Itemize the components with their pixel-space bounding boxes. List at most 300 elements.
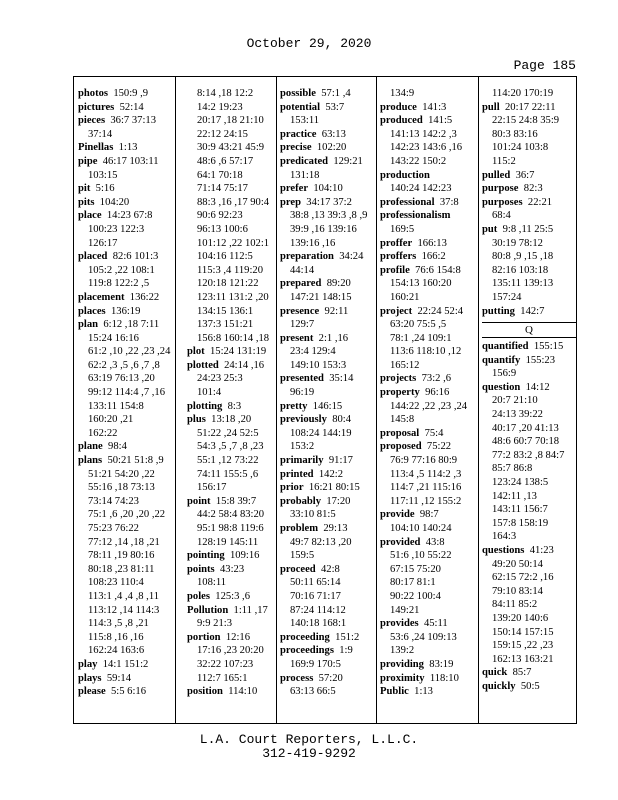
index-continuation-line: 164:3: [492, 531, 517, 543]
index-continuation-line: 104:16 112:5: [197, 251, 253, 263]
index-references: 82:3: [523, 183, 543, 195]
index-entry: [280, 305, 374, 319]
index-references: 98:4: [108, 441, 127, 453]
index-continuation-line: 17:16 ,23 20:20: [197, 645, 264, 657]
index-continuation-line: 143:22 150:2: [390, 155, 447, 167]
index-continuation-line: 119:8 122:2 ,5: [88, 278, 150, 290]
index-term: projects: [380, 373, 417, 385]
index-term: plotting: [187, 400, 223, 412]
index-continuation-line: 48:6 60:7 70:18: [492, 436, 560, 448]
index-continuation-line: 162:13 163:21: [492, 653, 554, 665]
index-term: prior: [280, 482, 304, 494]
index-entry: [482, 354, 576, 368]
index-continuation-line: 140:24 142:23: [390, 183, 452, 195]
index-term: proximity: [380, 672, 425, 684]
index-term: proceeding: [280, 631, 330, 643]
index-continuation-line: 101:4: [197, 387, 222, 399]
index-continuation-line: 99:12 114:4 ,7 ,16: [88, 387, 166, 399]
index-term: plays: [78, 672, 102, 684]
index-continuation-line: 84:11 85:2: [492, 599, 538, 611]
index-references: 109:16: [229, 550, 260, 562]
index-continuation-line: 90:22 100:4: [390, 590, 441, 602]
index-entry: [280, 277, 374, 291]
index-continuation-line: 51:6 ,10 55:22: [390, 550, 452, 562]
index-continuation-line: 24:23 25:3: [197, 373, 243, 385]
index-continuation-line: 165:12: [390, 359, 420, 371]
index-term: portion: [187, 631, 221, 643]
index-entry: [380, 440, 476, 454]
index-continuation-line: 135:11 139:13: [492, 278, 554, 290]
index-continuation-line: 30:19 78:12: [492, 237, 543, 249]
index-term: problem: [280, 523, 319, 534]
index-continuation-line: 49:7 82:13 ,20: [290, 536, 352, 548]
index-continuation-line: 169:9 170:5: [290, 658, 341, 670]
index-continuation-line: 115:3 ,4 119:20: [197, 264, 264, 276]
index-references: 37:8: [439, 196, 459, 208]
index-references: 22:24 52:4: [417, 305, 464, 317]
header-date: October 29, 2020: [246, 36, 372, 51]
index-term: previously: [280, 414, 327, 426]
index-term: plans: [78, 455, 103, 467]
index-references: 96:16: [425, 387, 450, 399]
index-continuation-line: 64:1 70:18: [197, 169, 243, 181]
index-entry: [78, 196, 172, 210]
index-references: 46:17 103:11: [102, 155, 159, 167]
index-references: 45:11: [423, 618, 448, 630]
index-entry: [78, 440, 172, 454]
index-continuation-line: 108:11: [197, 577, 227, 589]
index-term: provided: [380, 536, 421, 548]
index-continuation-line: 128:19 145:11: [197, 536, 259, 548]
index-entry: [482, 381, 576, 395]
index-references: 129:21: [333, 155, 363, 167]
index-continuation-line: 63:20 75:5 ,5: [390, 319, 447, 331]
index-continuation-line: 90:6 92:23: [197, 210, 243, 222]
index-references: 136:19: [110, 305, 141, 317]
index-continuation-line: 157:8 158:19: [492, 517, 549, 529]
index-continuation-line: 30:9 43:21 45:9: [197, 142, 265, 154]
index-references: 1:9: [339, 645, 353, 657]
index-references: 8:3: [227, 400, 242, 412]
index-continuation-line: 88:3 ,16 ,17 90:4: [197, 196, 270, 208]
index-continuation-line: 144:22 ,22 ,23 ,24: [390, 400, 468, 412]
index-references: 80:4: [332, 414, 352, 426]
index-entry: [187, 685, 277, 699]
index-continuation-line: 159:5: [290, 550, 315, 562]
index-continuation-line: 114:20 170:19: [492, 88, 554, 99]
index-term: quick: [482, 667, 508, 679]
index-continuation-line: 145:8: [390, 414, 415, 426]
index-references: 141:5: [428, 115, 453, 127]
index-entry: [482, 680, 576, 694]
index-references: 13:18 ,20: [211, 414, 252, 426]
index-entry: [280, 400, 374, 414]
index-term: produce: [380, 101, 417, 113]
index-continuation-line: 22:15 24:8 35:9: [492, 115, 560, 127]
index-entry: [187, 563, 277, 577]
index-term: poles: [187, 590, 210, 602]
index-references: 43:23: [219, 563, 245, 575]
index-continuation-line: 79:10 83:14: [492, 585, 543, 597]
index-continuation-line: 115:2: [492, 155, 516, 167]
index-continuation-line: 150:14 157:15: [492, 626, 554, 638]
index-term: pictures: [78, 101, 115, 113]
index-entry: [482, 182, 576, 196]
index-entry: [78, 685, 172, 699]
index-term: plotted: [187, 359, 219, 371]
index-term: proposal: [380, 427, 420, 439]
index-term: plot: [187, 346, 205, 358]
index-entry: [380, 386, 476, 400]
index-continuation-line: 32:22 107:23: [197, 658, 254, 670]
index-continuation-line: 63:19 76:13 ,20: [88, 373, 155, 385]
index-continuation-line: 162:24 163:6: [88, 645, 145, 657]
index-box: [73, 76, 577, 724]
index-references: 29:13: [323, 523, 348, 534]
index-references: 52:14: [119, 101, 144, 113]
index-references: 36:7: [515, 169, 535, 181]
index-continuation-line: 123:24 138:5: [492, 477, 549, 489]
index-continuation-line: 139:2: [390, 645, 415, 657]
index-entry: [380, 372, 476, 386]
index-continuation-line: 160:20 ,21: [88, 414, 134, 426]
index-term: pretty: [280, 400, 308, 412]
index-references: 76:6 154:8: [415, 264, 461, 276]
index-term: pits: [78, 196, 95, 208]
index-references: 57:20: [318, 672, 343, 684]
index-continuation-line: 49:20 50:14: [492, 558, 543, 570]
index-entry: [380, 250, 476, 264]
index-term: please: [78, 686, 106, 698]
index-entry: [482, 101, 576, 115]
index-references: 85:7: [512, 667, 532, 679]
index-term: precise: [280, 142, 312, 154]
index-entry: [78, 318, 172, 332]
index-continuation-line: 101:24 103:8: [492, 142, 549, 154]
index-term: point: [187, 495, 211, 507]
index-entry: [280, 332, 374, 346]
index-continuation-line: 24:13 39:22: [492, 409, 543, 421]
index-entry: [380, 536, 476, 550]
index-entry: [380, 237, 476, 251]
index-entry: [280, 196, 374, 210]
index-term: place: [78, 210, 102, 222]
index-references: 59:14: [106, 672, 131, 684]
index-continuation-line: 131:18: [290, 169, 320, 181]
index-references: 12:16: [225, 631, 250, 643]
index-references: 75:22: [426, 441, 452, 453]
index-entry: [482, 169, 576, 183]
index-references: 50:21 51:8 ,9: [107, 455, 164, 467]
index-continuation-line: 143:11 156:7: [492, 504, 548, 516]
index-continuation-line: 101:12 ,22 102:1: [197, 237, 270, 249]
index-continuation-line: 87:24 114:12: [290, 604, 346, 616]
index-continuation-line: 40:17 ,20 41:13: [492, 422, 559, 434]
index-term: predicated: [280, 155, 329, 167]
index-references: 50:5: [520, 680, 540, 692]
footer: [0, 733, 618, 761]
index-entry: [482, 666, 576, 680]
index-references: 9:8 ,11 25:5: [502, 223, 554, 235]
index-entry: [280, 644, 374, 658]
index-term: pit: [78, 183, 91, 195]
index-term: property: [380, 387, 420, 399]
index-column-1: [78, 87, 172, 715]
index-term: prepared: [280, 278, 322, 290]
index-references: 17:20: [326, 495, 351, 507]
index-continuation-line: 156:17: [197, 482, 227, 494]
index-term: plane: [78, 441, 103, 453]
index-entry: [280, 101, 374, 115]
index-entry: [380, 196, 476, 210]
footer-company: L.A. Court Reporters, L.L.C.: [199, 732, 419, 747]
index-term: probably: [280, 495, 322, 507]
index-continuation-line: 108:24 144:19: [290, 427, 352, 439]
index-term: present: [280, 332, 314, 344]
index-continuation-line: 55:16 ,18 73:13: [88, 482, 155, 494]
index-entry: [187, 631, 277, 645]
index-term: potential: [280, 101, 321, 113]
index-references: 150:9 ,9: [113, 88, 149, 99]
index-entry: [380, 685, 476, 699]
index-references: 22:21: [527, 196, 553, 208]
index-continuation-line: 82:16 103:18: [492, 264, 549, 276]
index-entry: [280, 182, 374, 196]
index-continuation-line: 113:4 ,5 114:2 ,3: [390, 468, 462, 480]
index-continuation-line: 44:2 58:4 83:20: [197, 509, 265, 521]
index-references: 89:20: [326, 278, 351, 290]
index-entry: [482, 544, 576, 558]
index-entry: [482, 340, 576, 354]
index-term: providing: [380, 658, 424, 670]
index-continuation-line: 77:12 ,14 ,18 ,21: [88, 536, 160, 548]
index-term: process: [280, 672, 314, 684]
index-term: plan: [78, 319, 99, 331]
index-term: plus: [187, 414, 206, 426]
index-entry: [78, 454, 172, 468]
page-number: Page 185: [513, 58, 576, 73]
index-term: provides: [380, 618, 419, 630]
index-term: pieces: [78, 115, 106, 127]
index-continuation-line: 113:6 118:10 ,12: [390, 346, 462, 358]
index-continuation-line: 77:2 83:2 ,8 84:7: [492, 449, 565, 461]
index-references: 16:21 80:15: [308, 482, 360, 494]
index-continuation-line: 51:21 54:20 ,22: [88, 468, 155, 480]
letter-heading: Q: [482, 322, 576, 338]
index-continuation-line: 115:8 ,16 ,16: [88, 631, 144, 643]
index-term: proffers: [380, 251, 417, 263]
index-term: quickly: [482, 680, 516, 692]
index-continuation-line: 100:23 122:3: [88, 223, 145, 235]
index-column-5: [482, 87, 576, 715]
index-term: quantified: [482, 341, 529, 353]
index-continuation-line: 162:22: [88, 427, 118, 439]
index-continuation-line: 62:15 72:2 ,16: [492, 572, 554, 584]
index-continuation-line: 153:11: [290, 115, 320, 127]
index-entry: [380, 617, 476, 631]
index-references: 142:7: [520, 305, 545, 317]
index-entry: [187, 495, 277, 509]
index-continuation-line: 96:19: [290, 387, 315, 399]
index-continuation-line: 103:15: [88, 169, 118, 181]
index-references: 42:8: [321, 563, 340, 575]
index-continuation-line: 80:18 ,23 81:11: [88, 563, 155, 575]
index-entry: [78, 305, 172, 319]
index-continuation-line: 108:23 110:4: [88, 577, 144, 589]
index-entry: [280, 454, 374, 468]
index-continuation-line: 156:8 160:14 ,18: [197, 332, 270, 344]
index-entry: [280, 495, 374, 509]
index-entry: [380, 658, 476, 672]
index-references: 83:19: [429, 658, 454, 670]
index-continuation-line: 80:3 83:16: [492, 128, 538, 140]
index-continuation-line: 95:1 98:8 119:6: [197, 523, 264, 534]
index-references: 151:2: [335, 631, 360, 643]
index-continuation-line: 75:23 76:22: [88, 523, 139, 534]
index-entry: [280, 468, 374, 482]
index-entry: [482, 305, 576, 319]
index-term: play: [78, 658, 98, 670]
index-term: professional: [380, 196, 435, 208]
index-entry: [280, 128, 374, 142]
index-references: 118:10: [429, 672, 459, 684]
index-references: 142:2: [318, 468, 343, 480]
index-term: production: [380, 169, 430, 181]
index-continuation-line: 139:16 ,16: [290, 237, 336, 249]
index-column-2: [187, 87, 277, 715]
index-entry: [280, 141, 374, 155]
index-references: 15:8 39:7: [215, 495, 257, 507]
index-entry: [280, 87, 374, 101]
index-continuation-line: 67:15 75:20: [390, 563, 441, 575]
index-term: photos: [78, 88, 109, 99]
index-entry: [482, 223, 576, 237]
index-references: 14:12: [525, 381, 550, 393]
index-references: 57:1 ,4: [321, 88, 351, 99]
index-continuation-line: 156:9: [492, 368, 517, 380]
index-term: proffer: [380, 237, 413, 249]
index-continuation-line: 20:7 21:10: [492, 395, 538, 407]
index-continuation-line: 48:6 ,6 57:17: [197, 155, 254, 167]
index-entry: [78, 658, 172, 672]
index-term: project: [380, 305, 413, 317]
index-continuation-line: 62:2 ,3 ,5 ,6 ,7 ,8: [88, 359, 160, 371]
index-continuation-line: 160:21: [390, 291, 420, 303]
index-continuation-line: 33:10 81:5: [290, 509, 336, 521]
index-references: 114:10: [228, 686, 258, 698]
index-entry: [380, 209, 476, 223]
index-column-3: [280, 87, 374, 715]
index-term: produced: [380, 115, 423, 127]
index-continuation-line: 113:1 ,4 ,4 ,8 ,11: [88, 590, 160, 602]
index-continuation-line: 113:12 ,14 114:3: [88, 604, 160, 616]
index-term: places: [78, 305, 106, 317]
index-continuation-line: 73:14 74:23: [88, 495, 139, 507]
index-continuation-line: 80:17 81:1: [390, 577, 436, 589]
index-continuation-line: 153:2: [290, 441, 315, 453]
index-term: pointing: [187, 550, 225, 562]
index-continuation-line: 157:24: [492, 291, 522, 303]
index-term: Pinellas: [78, 142, 114, 154]
index-references: 91:17: [328, 455, 353, 467]
index-references: 14:23 67:8: [106, 210, 153, 222]
index-continuation-line: 55:1 ,12 73:22: [197, 455, 259, 467]
index-continuation-line: 37:14: [88, 128, 113, 140]
index-term: purpose: [482, 183, 519, 195]
index-term: placed: [78, 251, 108, 263]
index-continuation-line: 74:11 155:5 ,6: [197, 468, 259, 480]
index-continuation-line: 147:21 148:15: [290, 291, 352, 303]
index-references: 36:7 37:13: [110, 115, 156, 127]
index-continuation-line: 85:7 86:8: [492, 463, 533, 475]
index-entry: [78, 141, 172, 155]
index-continuation-line: 23:4 129:4: [290, 346, 336, 358]
index-entry: [380, 508, 476, 522]
index-continuation-line: 142:11 ,13: [492, 490, 537, 502]
index-term: pipe: [78, 155, 98, 167]
index-entry: [482, 196, 576, 210]
index-term: purposes: [482, 196, 523, 208]
index-continuation-line: 149:10 153:3: [290, 359, 347, 371]
index-references: 43:8: [425, 536, 445, 548]
index-entry: [380, 427, 476, 441]
index-term: possible: [280, 88, 316, 99]
index-term: putting: [482, 305, 515, 317]
column-divider: [175, 77, 176, 723]
index-references: 104:20: [99, 196, 130, 208]
index-entry: [187, 359, 277, 373]
index-entry: [187, 590, 277, 604]
index-continuation-line: 14:2 19:23: [197, 101, 243, 113]
index-term: put: [482, 223, 498, 235]
index-continuation-line: 134:9: [390, 88, 415, 99]
index-continuation-line: 169:5: [390, 223, 415, 235]
index-references: 1:13: [118, 142, 138, 154]
index-continuation-line: 53:6 ,24 109:13: [390, 631, 457, 643]
footer-phone: 312-419-9292: [262, 746, 356, 761]
index-entry: [78, 182, 172, 196]
index-entry: [280, 155, 374, 169]
index-term: proceedings: [280, 645, 334, 657]
index-entry: [380, 114, 476, 128]
index-term: points: [187, 563, 215, 575]
index-continuation-line: 126:17: [88, 237, 118, 249]
index-term: preparation: [280, 251, 334, 263]
index-continuation-line: 22:12 24:15: [197, 128, 248, 140]
index-references: 141:3: [422, 101, 447, 113]
index-continuation-line: 78:11 ,19 80:16: [88, 550, 155, 562]
index-entry: [78, 101, 172, 115]
index-term: quantify: [482, 354, 521, 366]
index-entry: [380, 672, 476, 686]
index-entry: [280, 672, 374, 686]
index-entry: [280, 563, 374, 577]
index-continuation-line: 50:11 65:14: [290, 577, 341, 589]
index-continuation-line: 51:22 ,24 52:5: [197, 427, 259, 439]
index-continuation-line: 154:13 160:20: [390, 278, 452, 290]
index-references: 35:14: [329, 373, 354, 385]
index-continuation-line: 15:24 16:16: [88, 332, 139, 344]
index-continuation-line: 54:3 ,5 ,7 ,8 ,23: [197, 441, 264, 453]
index-references: 1:11 ,17: [233, 604, 268, 616]
index-term: profile: [380, 264, 410, 276]
index-continuation-line: 8:14 ,18 12:2: [197, 88, 254, 99]
index-continuation-line: 133:11 154:8: [88, 400, 144, 412]
index-references: 102:20: [316, 142, 347, 154]
index-column-4: [380, 87, 476, 715]
index-continuation-line: 76:9 77:16 80:9: [390, 455, 458, 467]
index-entry: [280, 631, 374, 645]
